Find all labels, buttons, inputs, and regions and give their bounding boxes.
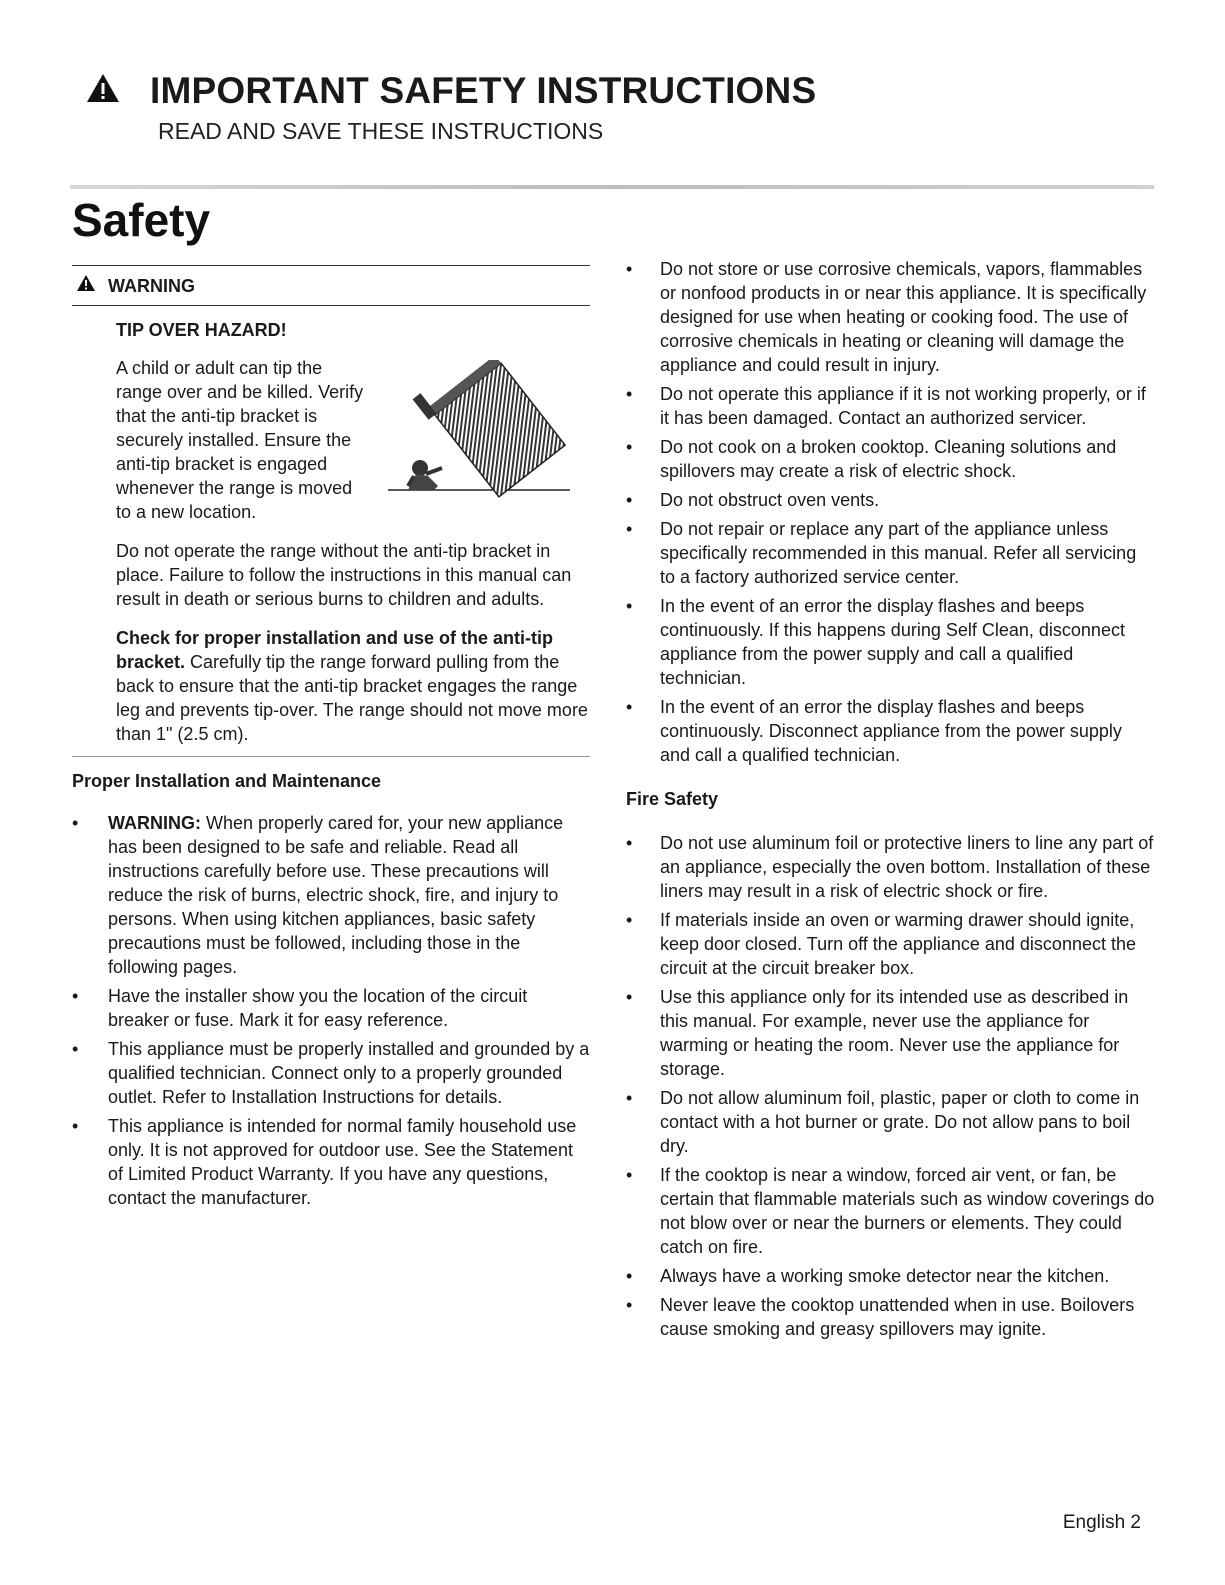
check-installation-paragraph (116, 626, 590, 746)
list-item (626, 1163, 1156, 1259)
bullet: • (626, 490, 633, 510)
general-safety-list (626, 257, 1156, 767)
list-item (72, 1037, 592, 1109)
list-item-text: Do not obstruct oven vents. (660, 490, 880, 510)
list-item (626, 695, 1156, 767)
bullet: • (626, 833, 633, 853)
tip-over-title: TIP OVER HAZARD! (116, 320, 287, 340)
section-title: Safety (72, 194, 211, 246)
left-column (72, 265, 592, 1215)
bullet: • (72, 1039, 79, 1059)
bullet: • (626, 697, 633, 717)
right-column (626, 257, 1156, 1346)
list-item (626, 831, 1156, 903)
bullet: • (626, 519, 633, 539)
fire-safety-heading: Fire Safety (626, 789, 719, 809)
bullet: • (626, 1266, 633, 1286)
warning-bottom-rule (72, 756, 590, 757)
proper-installation-list (72, 811, 592, 1210)
list-item-text: Do not operate this appliance if it is not working properly, or if it has been damaged. Contact an authorized servicer. (660, 384, 1146, 428)
list-item (626, 908, 1156, 980)
warning-triangle-icon (86, 70, 120, 112)
header-title-row (86, 70, 1186, 112)
list-item (626, 985, 1156, 1081)
bullet: • (626, 437, 633, 457)
bullet: • (626, 1088, 633, 1108)
list-item-text: Do not cook on a broken cooktop. Cleaning solutions and spillovers may create a risk of electric shock. (660, 437, 1117, 481)
list-item-text: Do not store or use corrosive chemicals, vapors, flammables or nonfood products in or near this appliance. It is specifically designed for use when heating or cooking food. The use of corrosive chemicals in heating or cleaning will damage the appliance and could result in injury. (660, 259, 1147, 375)
list-item-text: Always have a working smoke detector near the kitchen. (660, 1266, 1110, 1286)
list-item (72, 811, 592, 979)
list-item (626, 1264, 1156, 1288)
list-item-text: Do not use aluminum foil or protective liners to line any part of an appliance, especially the oven bottom. Installation of these liners may result in a risk of electric shock or fire. (660, 833, 1154, 901)
bullet: • (626, 259, 633, 279)
warning-header (72, 265, 590, 306)
warning-box (72, 265, 590, 757)
fire-safety-list (626, 831, 1156, 1341)
list-item-text: In the event of an error the display flashes and beeps continuously. If this happens during Self Clean, disconnect appliance from the power supply and call a qualified technician. (660, 596, 1125, 688)
bullet: • (626, 910, 633, 930)
page-title: IMPORTANT SAFETY INSTRUCTIONS (150, 70, 817, 111)
warning-triangle-icon (76, 274, 96, 298)
list-item (626, 257, 1156, 377)
list-item (626, 517, 1156, 589)
list-item-text: If materials inside an oven or warming drawer should ignite, keep door closed. Turn off the appliance and disconnect the circuit at the circuit breaker box. (660, 910, 1136, 978)
list-item (72, 984, 592, 1032)
page-header (86, 70, 1186, 145)
list-item-text: This appliance is intended for normal family household use only. It is not approved for outdoor use. See the Statement of Limited Product Warranty. If you have any questions, contact the manufacturer. (108, 1116, 577, 1208)
list-item-text: If the cooktop is near a window, forced air vent, or fan, be certain that flammable materials such as window coverings do not blow over or near the burners or elements. They could catch on fire. (660, 1165, 1155, 1257)
list-item-text: This appliance must be properly installed and grounded by a qualified technician. Connect only to a properly grounded outlet. Refer to Installation Instructions for details. (108, 1039, 590, 1107)
warning-body (72, 306, 590, 746)
warning-label: WARNING (108, 276, 195, 296)
list-item (626, 1086, 1156, 1158)
list-item-text: Have the installer show you the location of the circuit breaker or fuse. Mark it for easy reference. (108, 986, 528, 1030)
anti-tip-paragraph: Do not operate the range without the anti-tip bracket in place. Failure to follow the instructions in this manual can result in death or serious burns to children and adults. (116, 541, 572, 609)
list-item-bold: WARNING: (108, 813, 201, 833)
tip-over-row (116, 356, 590, 524)
bullet: • (72, 813, 79, 833)
bullet: • (72, 986, 79, 1006)
tip-over-text: A child or adult can tip the range over and be killed. Verify that the anti-tip bracket is securely installed. Ensure the anti-tip bracket is engaged whenever the range is moved to a new location. (116, 358, 364, 522)
list-item-text: Do not repair or replace any part of the appliance unless specifically recommended in this manual. Refer all servicing to a factory authorized service center. (660, 519, 1137, 587)
bullet: • (72, 1116, 79, 1136)
page-footer: English 2 (1062, 1512, 1141, 1533)
list-item (626, 1293, 1156, 1341)
list-item-text: In the event of an error the display flashes and beeps continuously. Disconnect appliance from the power supply and call a qualified technician. (660, 697, 1122, 765)
list-item-text: Use this appliance only for its intended use as described in this manual. For example, never use the appliance for warming or heating the room. Never use the appliance for storage. (660, 987, 1129, 1079)
check-installation-text: Carefully tip the range forward pulling from the back to ensure that the anti-tip bracket engages the range leg and prevents tip-over. The range should not move more than 1" (2.5 cm). (116, 652, 588, 744)
proper-installation-heading: Proper Installation and Maintenance (72, 771, 382, 791)
header-divider (70, 185, 1154, 189)
list-item (626, 594, 1156, 690)
check-installation-bold: Check for proper installation and use of the anti-tip bracket. (116, 628, 554, 672)
list-item (626, 435, 1156, 483)
bullet: • (626, 384, 633, 404)
list-item-text: Never leave the cooktop unattended when in use. Boilovers cause smoking and greasy spillovers may ignite. (660, 1295, 1135, 1339)
bullet: • (626, 1295, 633, 1315)
page-subtitle: READ AND SAVE THESE INSTRUCTIONS (158, 118, 604, 144)
list-item (72, 1114, 592, 1210)
list-item-text: Do not allow aluminum foil, plastic, paper or cloth to come in contact with a hot burner or grate. Do not allow pans to boil dry. (660, 1088, 1140, 1156)
tip-over-illustration (380, 360, 570, 516)
list-item (626, 488, 1156, 512)
list-item-text: When properly cared for, your new appliance has been designed to be safe and reliable. Read all instructions carefully before use. These precautions will reduce the risk of burns, electric shock, fire, and injury to persons. When using kitchen appliances, basic safety precautions must be followed, including those in the following pages. (108, 813, 564, 977)
bullet: • (626, 596, 633, 616)
list-item (626, 382, 1156, 430)
bullet: • (626, 1165, 633, 1185)
bullet: • (626, 987, 633, 1007)
